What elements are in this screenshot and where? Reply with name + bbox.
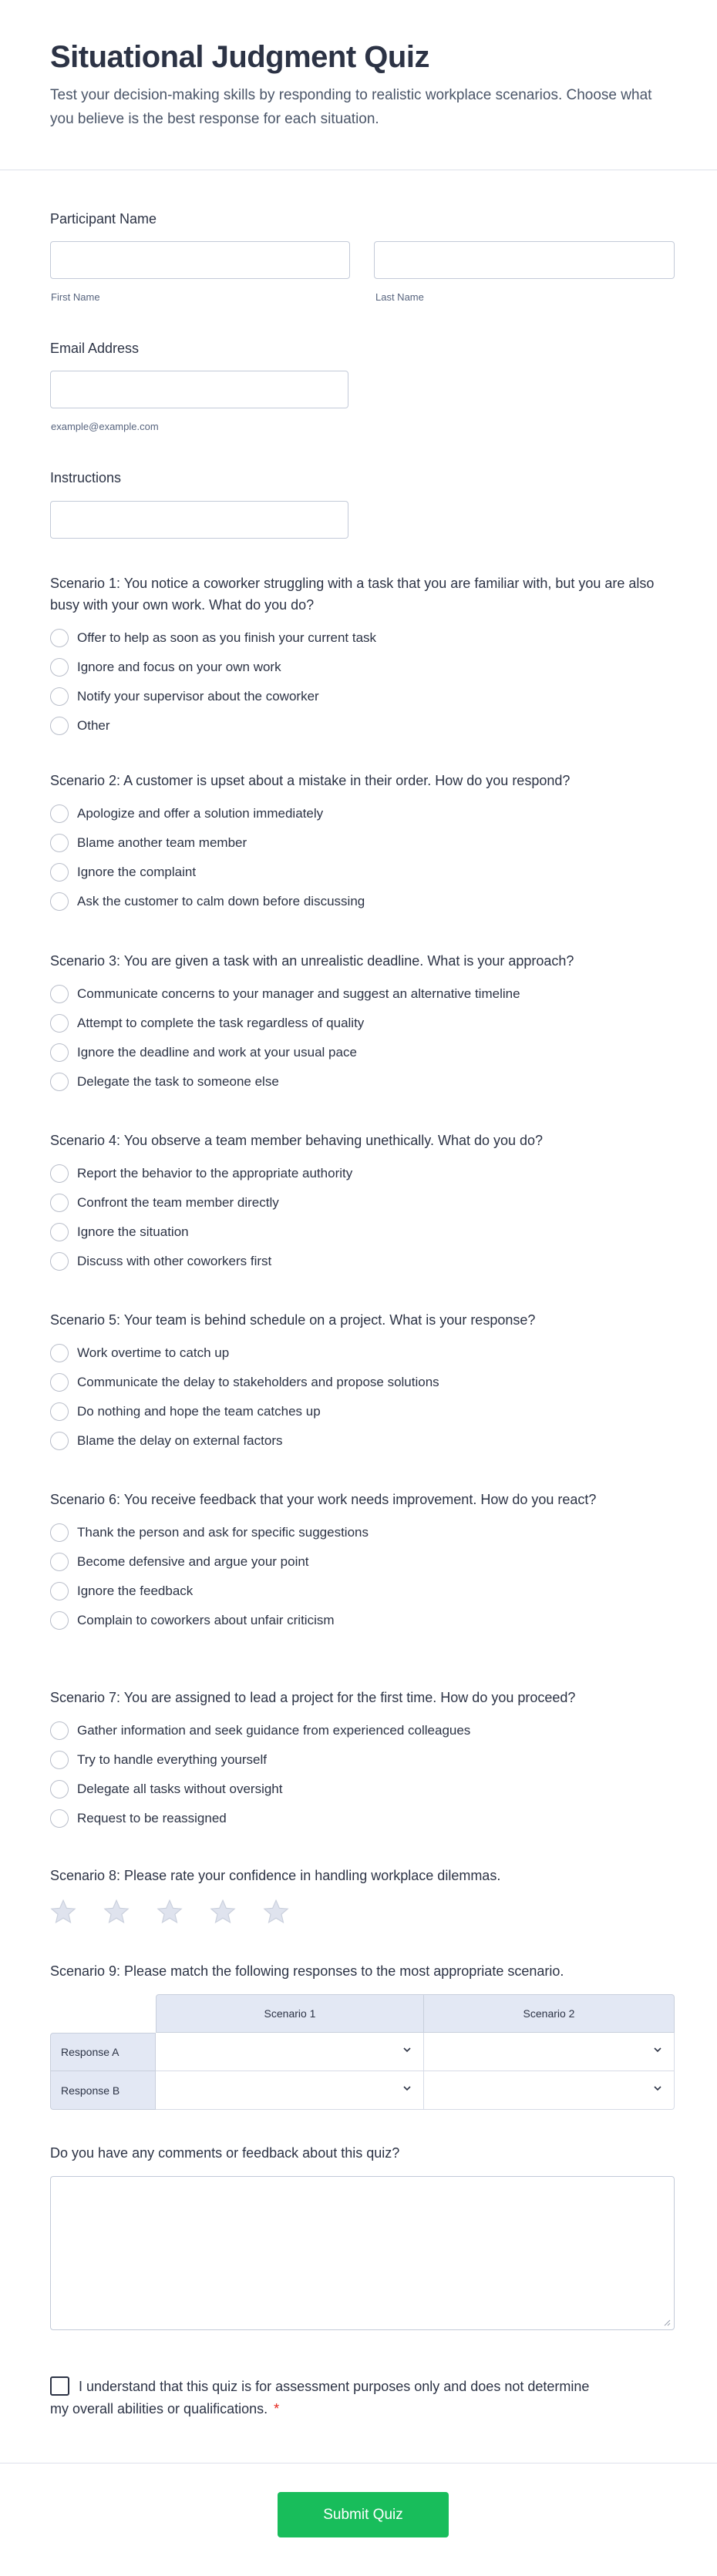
radio-group <box>50 1338 678 1456</box>
radio-button[interactable] <box>50 658 69 677</box>
option-label: Do nothing and hope the team catches up <box>77 1404 321 1419</box>
star-icon[interactable] <box>157 1899 183 1925</box>
radio-option[interactable] <box>50 1577 678 1606</box>
option-label: Apologize and offer a solution immediately <box>77 806 324 821</box>
radio-button[interactable] <box>50 1780 69 1798</box>
matrix-corner <box>50 1994 156 2033</box>
matrix-row-header: Response A <box>50 2033 156 2071</box>
matrix-select-b2[interactable] <box>424 2071 675 2110</box>
radio-group <box>50 979 678 1097</box>
email-label: Email Address <box>50 341 140 356</box>
option-label: Ignore the deadline and work at your usual pace <box>77 1045 357 1060</box>
question-3 <box>50 950 678 1097</box>
option-label: Other <box>77 718 110 733</box>
comments-textarea[interactable] <box>50 2176 675 2330</box>
radio-option[interactable] <box>50 887 678 916</box>
option-label: Delegate all tasks without oversight <box>77 1782 283 1796</box>
radio-button[interactable] <box>50 1194 69 1212</box>
option-label: Request to be reassigned <box>77 1811 227 1825</box>
question-1 <box>50 573 678 741</box>
option-label: Notify your supervisor about the coworker <box>77 689 319 704</box>
radio-group <box>50 623 678 741</box>
last-name-input[interactable] <box>374 241 675 279</box>
comments-label: Do you have any comments or feedback about this quiz? <box>50 2145 400 2161</box>
option-label: Communicate the delay to stakeholders and propose solutions <box>77 1375 439 1389</box>
agreement-text: I understand that this quiz is for assessment purposes only and does not determine my overall abilities or qualifications. <box>50 2379 590 2416</box>
radio-button[interactable] <box>50 1523 69 1542</box>
radio-group <box>50 799 678 916</box>
radio-button[interactable] <box>50 834 69 852</box>
radio-button[interactable] <box>50 1432 69 1450</box>
agreement-field <box>50 2376 605 2420</box>
matrix-select-a1[interactable] <box>156 2033 424 2071</box>
resize-handle-icon[interactable] <box>663 2319 671 2326</box>
chevron-down-icon <box>402 2044 412 2055</box>
agreement-checkbox[interactable] <box>50 2376 69 2396</box>
matrix-table <box>50 1994 675 2110</box>
radio-option[interactable] <box>50 828 678 858</box>
radio-button[interactable] <box>50 1751 69 1769</box>
question-title: Scenario 1: You notice a coworker struggling with a task that you are familiar with, but you are also busy with your own work. What do you do? <box>50 576 655 613</box>
question-7 <box>50 1687 678 1833</box>
radio-option[interactable] <box>50 979 678 1009</box>
radio-option[interactable] <box>50 1775 678 1804</box>
question-title: Scenario 2: A customer is upset about a mistake in their order. How do you respond? <box>50 773 571 788</box>
last-name-sublabel: Last Name <box>375 291 424 303</box>
rating-question <box>50 1865 678 1925</box>
option-label: Become defensive and argue your point <box>77 1554 309 1569</box>
radio-button[interactable] <box>50 1582 69 1600</box>
radio-button[interactable] <box>50 892 69 911</box>
radio-option[interactable] <box>50 1009 678 1038</box>
matrix-question <box>50 1960 678 2110</box>
question-title: Scenario 5: Your team is behind schedule on a project. What is your response? <box>50 1312 536 1328</box>
radio-option[interactable] <box>50 1338 678 1368</box>
chevron-down-icon <box>652 2083 663 2094</box>
star-icon[interactable] <box>103 1899 130 1925</box>
radio-button[interactable] <box>50 1553 69 1571</box>
option-label: Gather information and seek guidance from experienced colleagues <box>77 1723 471 1738</box>
radio-option[interactable] <box>50 1038 678 1067</box>
radio-option[interactable] <box>50 1217 678 1247</box>
option-label: Ignore the feedback <box>77 1584 194 1598</box>
star-icon[interactable] <box>50 1899 76 1925</box>
radio-button[interactable] <box>50 1402 69 1421</box>
radio-option[interactable] <box>50 623 678 653</box>
option-label: Report the behavior to the appropriate authority <box>77 1166 353 1181</box>
star-icon[interactable] <box>263 1899 289 1925</box>
radio-button[interactable] <box>50 1809 69 1828</box>
radio-button[interactable] <box>50 863 69 882</box>
radio-button[interactable] <box>50 1043 69 1062</box>
option-label: Communicate concerns to your manager and suggest an alternative timeline <box>77 986 520 1001</box>
radio-option[interactable] <box>50 799 678 828</box>
question-5 <box>50 1309 678 1456</box>
question-2 <box>50 770 678 916</box>
radio-group <box>50 1518 678 1635</box>
radio-option[interactable] <box>50 1547 678 1577</box>
radio-button[interactable] <box>50 1223 69 1241</box>
email-input[interactable] <box>50 371 348 408</box>
radio-button[interactable] <box>50 804 69 823</box>
option-label: Confront the team member directly <box>77 1195 279 1210</box>
question-title: Scenario 6: You receive feedback that your work needs improvement. How do you react? <box>50 1492 597 1507</box>
page-description: Test your decision-making skills by responding to realistic workplace scenarios. Choose what you believe is the best response for each situation. <box>50 87 652 127</box>
option-label: Blame the delay on external factors <box>77 1433 283 1448</box>
radio-button[interactable] <box>50 1252 69 1271</box>
radio-button[interactable] <box>50 687 69 706</box>
first-name-sublabel: First Name <box>51 291 100 303</box>
radio-option[interactable] <box>50 1159 678 1188</box>
radio-group <box>50 1716 678 1833</box>
option-label: Ignore and focus on your own work <box>77 660 281 674</box>
first-name-input[interactable] <box>50 241 350 279</box>
matrix-column-header: Scenario 1 <box>156 1994 424 2033</box>
radio-option[interactable] <box>50 1518 678 1547</box>
option-label: Try to handle everything yourself <box>77 1752 267 1767</box>
question-4 <box>50 1130 678 1276</box>
matrix-title: Scenario 9: Please match the following responses to the most appropriate scenario. <box>50 1963 564 1979</box>
question-6 <box>50 1489 678 1635</box>
option-label: Delegate the task to someone else <box>77 1074 279 1089</box>
option-label: Discuss with other coworkers first <box>77 1254 272 1268</box>
question-title: Scenario 3: You are given a task with an unrealistic deadline. What is your approach? <box>50 953 574 969</box>
radio-button[interactable] <box>50 1721 69 1740</box>
option-label: Blame another team member <box>77 835 247 850</box>
radio-option[interactable] <box>50 653 678 682</box>
radio-option[interactable] <box>50 1716 678 1745</box>
required-asterisk: * <box>274 2401 280 2416</box>
participant-name-label: Participant Name <box>50 211 157 227</box>
option-label: Offer to help as soon as you finish your current task <box>77 630 377 645</box>
radio-option[interactable] <box>50 1247 678 1276</box>
radio-option[interactable] <box>50 858 678 887</box>
radio-option[interactable] <box>50 1745 678 1775</box>
radio-button[interactable] <box>50 1014 69 1033</box>
question-title: Scenario 4: You observe a team member behaving unethically. What do you do? <box>50 1133 544 1148</box>
radio-button[interactable] <box>50 1344 69 1362</box>
radio-button[interactable] <box>50 717 69 735</box>
star-rating <box>50 1899 678 1925</box>
rating-title: Scenario 8: Please rate your confidence in handling workplace dilemmas. <box>50 1868 501 1883</box>
chevron-down-icon <box>402 2083 412 2094</box>
option-label: Attempt to complete the task regardless of quality <box>77 1016 365 1030</box>
option-label: Work overtime to catch up <box>77 1345 230 1360</box>
instructions-input[interactable] <box>50 501 348 539</box>
radio-option[interactable] <box>50 1426 678 1456</box>
radio-option[interactable] <box>50 1188 678 1217</box>
radio-button[interactable] <box>50 1611 69 1630</box>
matrix-row-header: Response B <box>50 2071 156 2110</box>
instructions-label: Instructions <box>50 470 122 485</box>
radio-option[interactable] <box>50 1606 678 1635</box>
radio-option[interactable] <box>50 682 678 711</box>
radio-option[interactable] <box>50 711 678 741</box>
radio-group <box>50 1159 678 1276</box>
matrix-select-b1[interactable] <box>156 2071 424 2110</box>
radio-button[interactable] <box>50 629 69 647</box>
option-label: Ignore the situation <box>77 1224 189 1239</box>
email-helper: example@example.com <box>51 421 159 432</box>
matrix-column-header: Scenario 2 <box>424 1994 675 2033</box>
star-icon[interactable] <box>210 1899 236 1925</box>
radio-option[interactable] <box>50 1368 678 1397</box>
radio-option[interactable] <box>50 1067 678 1097</box>
radio-option[interactable] <box>50 1397 678 1426</box>
matrix-select-a2[interactable] <box>424 2033 675 2071</box>
radio-button[interactable] <box>50 1164 69 1183</box>
radio-button[interactable] <box>50 985 69 1003</box>
radio-button[interactable] <box>50 1373 69 1392</box>
option-label: Thank the person and ask for specific suggestions <box>77 1525 369 1540</box>
question-title: Scenario 7: You are assigned to lead a project for the first time. How do you proceed? <box>50 1690 576 1705</box>
radio-button[interactable] <box>50 1073 69 1091</box>
option-label: Complain to coworkers about unfair criticism <box>77 1613 335 1627</box>
chevron-down-icon <box>652 2044 663 2055</box>
submit-button[interactable]: Submit Quiz <box>278 2492 449 2537</box>
option-label: Ignore the complaint <box>77 865 197 879</box>
option-label: Ask the customer to calm down before discussing <box>77 894 365 908</box>
radio-option[interactable] <box>50 1804 678 1833</box>
page-title: Situational Judgment Quiz <box>50 40 429 74</box>
